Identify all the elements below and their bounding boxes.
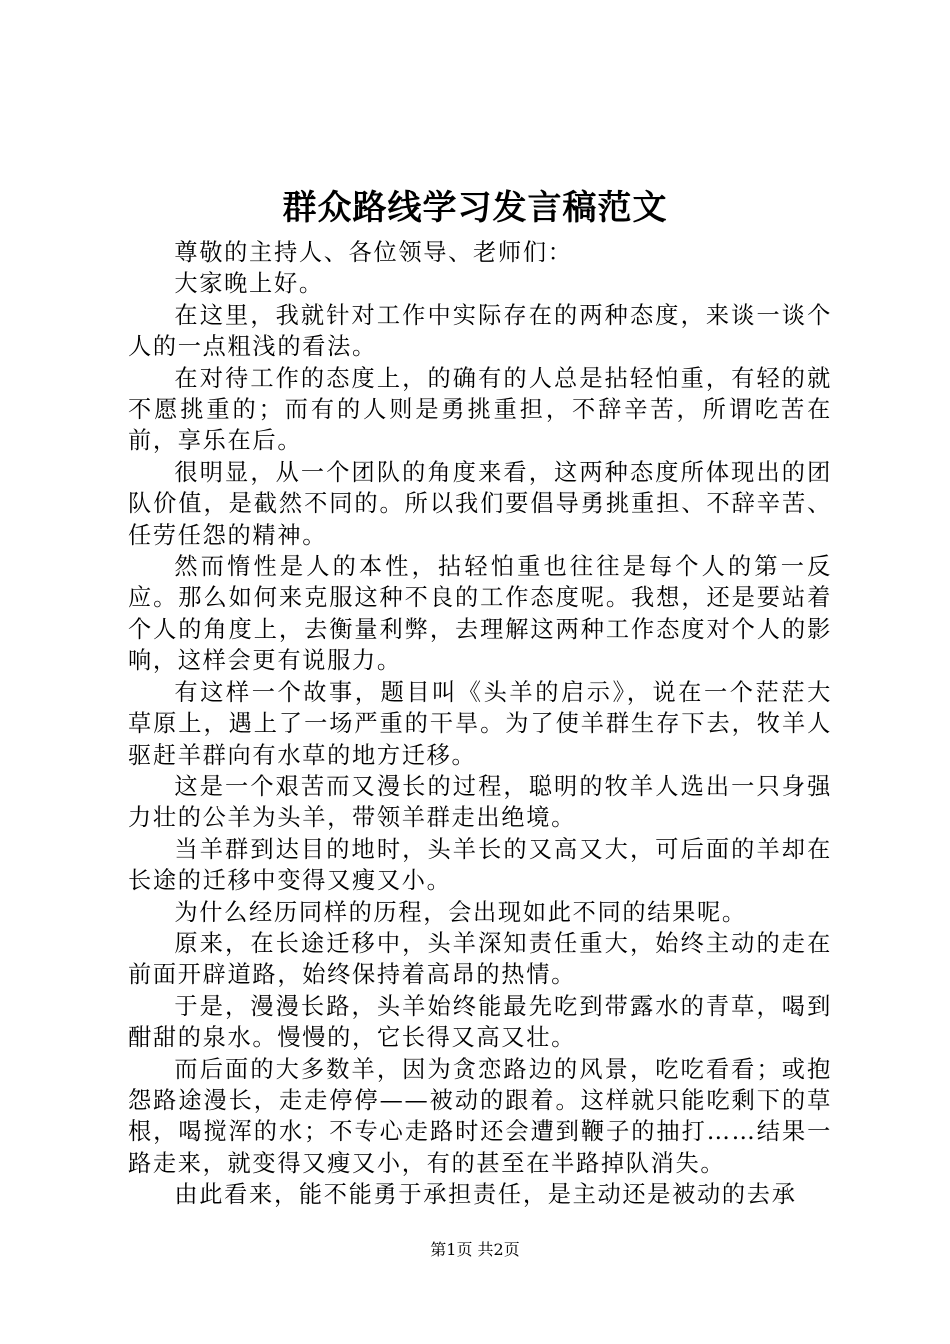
paragraph: 这是一个艰苦而又漫长的过程，聪明的牧羊人选出一只身强力壮的公羊为头羊，带领羊群走出绝境。 [128, 772, 832, 832]
page-number: 第1页 [430, 1240, 473, 1259]
paragraph: 当羊群到达目的地时，头羊长的又高又大，可后面的羊却在长途的迁移中变得又瘦又小。 [128, 835, 832, 895]
page-total: 共2页 [477, 1240, 520, 1259]
paragraph-greeting: 尊敬的主持人、各位领导、老师们： [174, 239, 573, 266]
document-body [128, 237, 832, 1211]
paragraph: 有这样一个故事，题目叫《头羊的启示》，说在一个茫茫大草原上，遇上了一场严重的干旱。为了使羊群生存下去，牧羊人驱赶羊群向有水草的地方迁移。 [128, 678, 832, 769]
paragraph: 由此看来，能不能勇于承担责任，是主动还是被动的去承 [174, 1181, 797, 1209]
paragraph: 然而惰性是人的本性，拈轻怕重也往往是每个人的第一反应。那么如何来克服这种不良的工作态度呢。我想，还是要站着个人的角度上，去衡量利弊，去理解这两种工作态度对个人的影响，这样会更有说服力。 [128, 553, 832, 675]
paragraph: 在对待工作的态度上，的确有的人总是拈轻怕重，有轻的就不愿挑重的；而有的人则是勇挑重担，不辞辛苦，所谓吃苦在前，享乐在后。 [128, 364, 832, 455]
paragraph: 原来，在长途迁移中，头羊深知责任重大，始终主动的走在前面开辟道路，始终保持着高昂的热情。 [128, 929, 832, 989]
page-footer [0, 1239, 950, 1261]
paragraph-salutation: 大家晚上好。 [174, 270, 324, 298]
paragraph: 而后面的大多数羊，因为贪恋路边的风景，吃吃看看；或抱怨路途漫长，走走停停——被动的跟着。这样就只能吃剩下的草根，喝搅浑的水；不专心走路时还会遭到鞭子的抽打……结果一路走来，就变得又瘦又小，有的甚至在半路掉队消失。 [128, 1055, 832, 1177]
paragraph: 于是，漫漫长路，头羊始终能最先吃到带露水的青草，喝到酣甜的泉水。慢慢的，它长得又高又壮。 [128, 992, 832, 1052]
paragraph: 很明显，从一个团队的角度来看，这两种态度所体现出的团队价值，是截然不同的。所以我们要倡导勇挑重担、不辞辛苦、任劳任怨的精神。 [128, 458, 832, 549]
paragraph: 为什么经历同样的历程，会出现如此不同的结果呢。 [174, 898, 747, 926]
document-title: 群众路线学习发言稿范文 [282, 188, 668, 228]
paragraph: 在这里，我就针对工作中实际存在的两种态度，来谈一谈个人的一点粗浅的看法。 [128, 301, 832, 361]
